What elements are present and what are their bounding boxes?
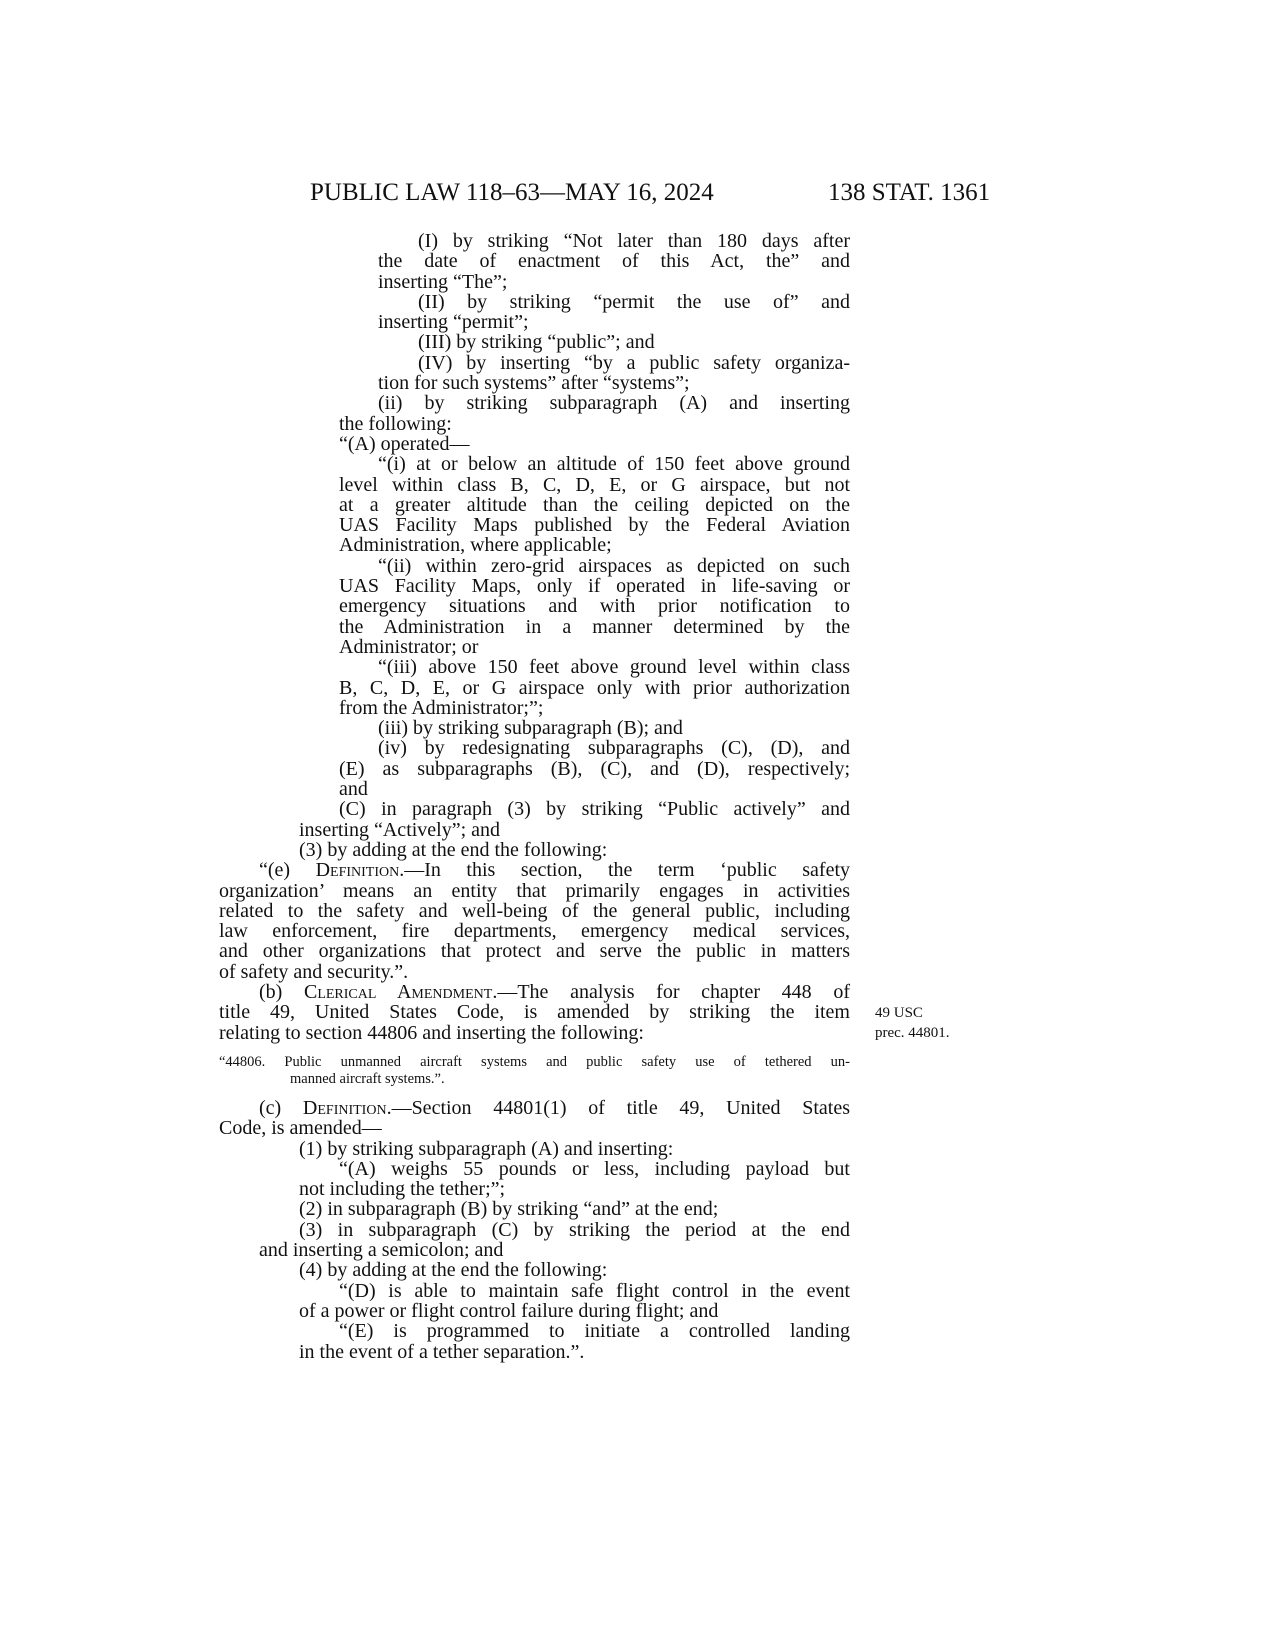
text-line: Administration, where applicable; xyxy=(339,534,612,557)
text-line: Administrator; or xyxy=(339,635,479,658)
text-line: (2) in subparagraph (B) by striking “and” at the end; xyxy=(299,1198,719,1221)
margin-note-line: prec. 44801. xyxy=(875,1025,950,1042)
text-line: the date of enactment of this Act, the” and xyxy=(378,250,850,273)
text-line: relating to section 44806 and inserting the following: xyxy=(219,1021,644,1044)
text-line: in the event of a tether separation.”. xyxy=(299,1340,585,1363)
text-line: level within class B, C, D, E, or G airspace, but not xyxy=(339,473,850,496)
text-line: “(i) at or below an altitude of 150 feet above ground xyxy=(378,453,850,476)
text-line: (II) by striking “permit the use of” and xyxy=(418,290,850,313)
text-line: not including the tether;”; xyxy=(299,1178,506,1201)
running-header-title: PUBLIC LAW 118–63—MAY 16, 2024 xyxy=(310,179,714,206)
text-line: the following: xyxy=(339,412,452,435)
text-line: title 49, United States Code, is amended by striking the item xyxy=(219,1001,850,1024)
text-line: manned aircraft systems.”. xyxy=(290,1071,445,1087)
text-fragment: (c) xyxy=(259,1097,303,1119)
section-heading: Clerical Amendment xyxy=(303,980,493,1003)
text-line: (iv) by redesignating subparagraphs (C), (D), and xyxy=(378,737,850,760)
text-line: (C) in paragraph (3) by striking “Public actively” and xyxy=(339,798,850,821)
text-line: UAS Facility Maps, only if operated in life-saving or xyxy=(339,575,850,598)
text-line: “(ii) within zero-grid airspaces as depicted on such xyxy=(378,554,850,577)
text-line: (IV) by inserting “by a public safety organiza- xyxy=(418,351,850,374)
text-line: the Administration in a manner determined by the xyxy=(339,615,850,638)
section-heading: Definition xyxy=(315,859,400,882)
text-line: inserting “permit”; xyxy=(378,311,529,334)
text-line: “(iii) above 150 feet above ground level within class xyxy=(378,656,850,679)
page-number: 138 STAT. 1361 xyxy=(828,179,991,206)
margin-note-line: 49 USC xyxy=(875,1005,923,1021)
text-line xyxy=(259,1098,850,1118)
definition-section xyxy=(0,1098,850,1362)
text-line: (ii) by striking subparagraph (A) and inserting xyxy=(378,392,850,415)
main-text xyxy=(0,231,850,1043)
section-heading: Definition xyxy=(302,1097,387,1119)
text-line: law enforcement, fire departments, emergency medical services, xyxy=(219,920,850,943)
text-line: inserting “Actively”; and xyxy=(299,818,501,841)
text-line: (E) as subparagraphs (B), (C), and (D), respectively; xyxy=(339,757,850,780)
text-line: tion for such systems” after “systems”; xyxy=(378,372,690,395)
text-line xyxy=(259,982,850,1002)
text-fragment: (b) xyxy=(259,980,304,1003)
text-line: and xyxy=(339,778,368,801)
text-line: “(A) weighs 55 pounds or less, including payload but xyxy=(339,1157,850,1180)
text-line xyxy=(259,860,850,880)
text-fragment: .—The analysis for chapter 448 of xyxy=(492,980,850,1003)
text-line: and inserting a semicolon; and xyxy=(259,1239,504,1262)
text-line: and other organizations that protect and serve the public in matters xyxy=(219,940,850,963)
text-line: of safety and security.”. xyxy=(219,960,409,983)
text-line: UAS Facility Maps published by the Federal Aviation xyxy=(339,514,850,537)
text-line: (iii) by striking subparagraph (B); and xyxy=(378,717,683,740)
analysis-item xyxy=(0,1054,850,1088)
text-line: from the Administrator;”; xyxy=(339,696,544,719)
text-line: related to the safety and well-being of the general public, including xyxy=(219,899,850,922)
text-line: B, C, D, E, or G airspace only with prior authorization xyxy=(339,676,850,699)
text-line: (3) in subparagraph (C) by striking the period at the end xyxy=(299,1218,850,1241)
text-fragment: “(e) xyxy=(259,859,316,882)
text-line: “44806. Public unmanned aircraft systems and public safety use of tethered un- xyxy=(219,1054,850,1070)
text-line: “(D) is able to maintain safe flight control in the event xyxy=(339,1279,850,1302)
text-line: “(E) is programmed to initiate a controlled landing xyxy=(339,1320,850,1343)
text-line: emergency situations and with prior notification to xyxy=(339,595,850,618)
text-line: “(A) operated— xyxy=(339,432,470,455)
margin-note xyxy=(875,1003,950,1044)
text-line: inserting “The”; xyxy=(378,270,508,293)
text-line: (3) by adding at the end the following: xyxy=(299,838,608,861)
text-line: (I) by striking “Not later than 180 days after xyxy=(418,230,850,252)
text-line: at a greater altitude than the ceiling depicted on the xyxy=(339,493,850,516)
text-line: of a power or flight control failure during flight; and xyxy=(299,1299,719,1322)
text-fragment: .—In this section, the term ‘public safety xyxy=(399,859,850,882)
text-line: organization’ means an entity that primarily engages in activities xyxy=(219,879,850,902)
text-line: (III) by striking “public”; and xyxy=(418,331,655,354)
text-line: Code, is amended— xyxy=(219,1117,382,1140)
text-line: (1) by striking subparagraph (A) and inserting: xyxy=(299,1137,674,1160)
text-line: (4) by adding at the end the following: xyxy=(299,1259,608,1282)
text-fragment: .—Section 44801(1) of title 49, United States xyxy=(386,1097,851,1119)
